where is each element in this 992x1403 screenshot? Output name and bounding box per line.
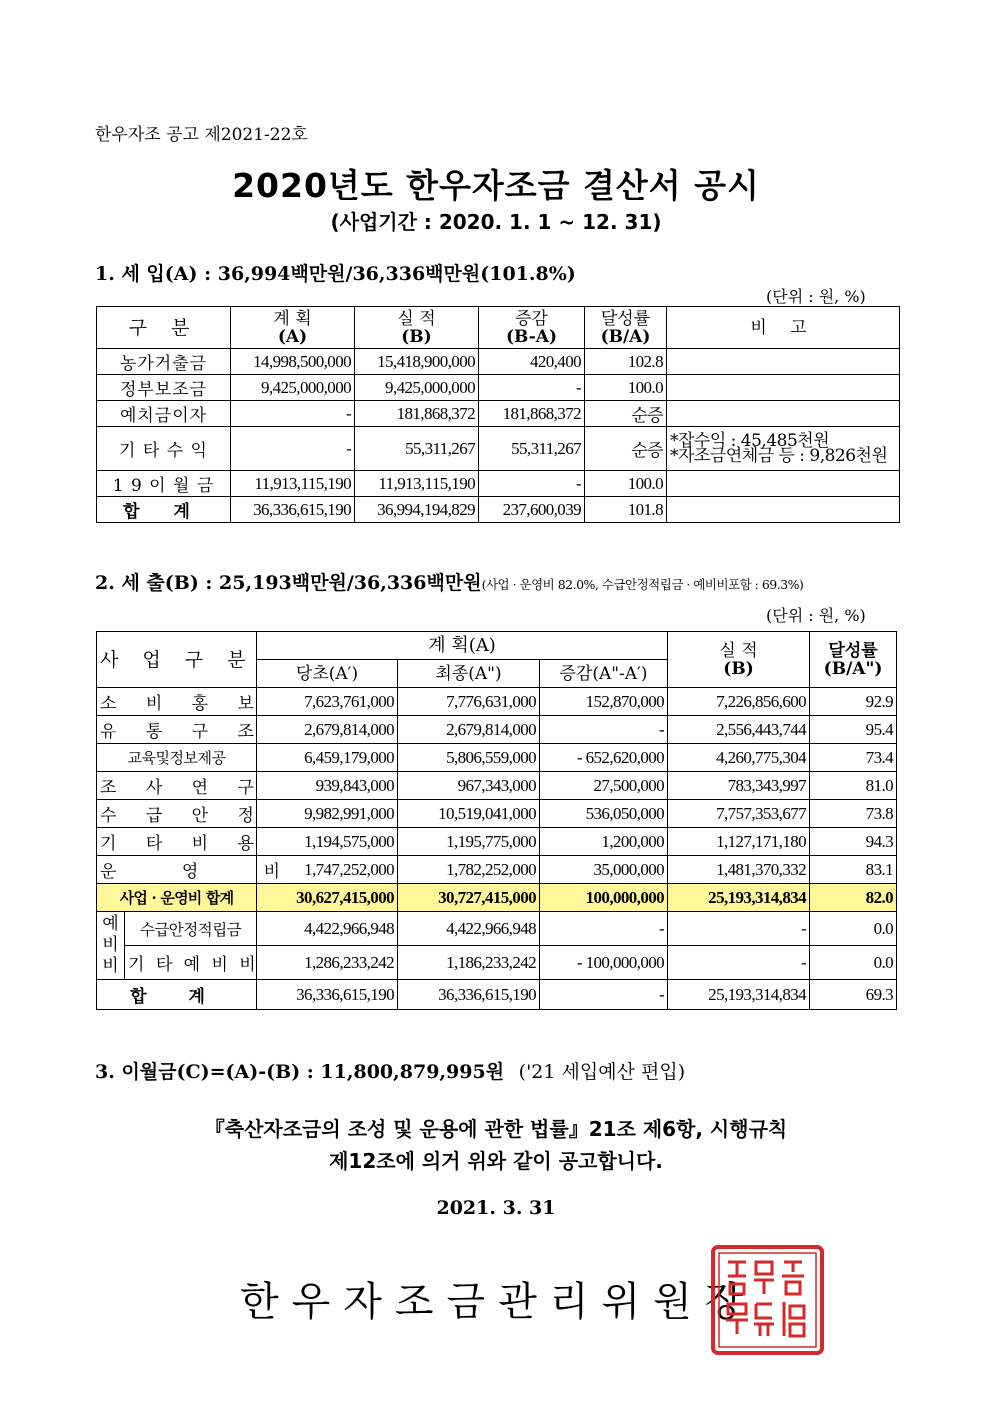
- page-title: 2020년도 한우자조금 결산서 공시: [232, 166, 760, 205]
- expense-row-value: 25,193,314,834: [668, 884, 810, 912]
- col-plan-group: 계 획(A): [257, 632, 668, 660]
- notice-date: 2021. 3. 31: [436, 1197, 556, 1219]
- expense-heading-main: 2. 세 출(B) : 25,193백만원/36,336백만원: [95, 572, 482, 594]
- revenue-row-remarks: [667, 471, 900, 497]
- carryover-note: ('21 세입예산 편입): [518, 1061, 686, 1083]
- revenue-row-value: 순증: [585, 427, 667, 471]
- revenue-row-label: 예치금이자: [97, 401, 231, 427]
- expense-row-value: -: [540, 912, 668, 946]
- expense-row-value: 81.0: [810, 772, 897, 800]
- revenue-row-value: 11,913,115,190: [231, 471, 355, 497]
- revenue-row-value: 15,418,900,000: [355, 349, 479, 375]
- expense-row-value: 7,226,856,600: [668, 688, 810, 716]
- carryover-heading: 3. 이월금(C)=(A)-(B) : 11,800,879,995원: [95, 1061, 505, 1083]
- expense-row-value: 2,679,814,000: [257, 716, 398, 744]
- revenue-row-label: 농가거출금: [97, 349, 231, 375]
- expense-row-value: 92.9: [810, 688, 897, 716]
- expense-row-value: 7,623,761,000: [257, 688, 398, 716]
- revenue-row-value: 181,868,372: [479, 401, 585, 427]
- expense-row-label: 사업 · 운영비 합계: [97, 884, 257, 912]
- expense-row-value: 7,776,631,000: [398, 688, 540, 716]
- revenue-row: [97, 349, 900, 375]
- carryover-line: [95, 1057, 685, 1084]
- expense-row-value: 30,627,415,000: [257, 884, 398, 912]
- expense-row-value: 95.4: [810, 716, 897, 744]
- revenue-row-remarks: [667, 349, 900, 375]
- expense-row-value: 4,422,966,948: [398, 912, 540, 946]
- revenue-row: [97, 427, 900, 471]
- closing-statement: [0, 1113, 992, 1177]
- revenue-unit: (단위 : 원, %): [766, 287, 866, 306]
- expense-row-value: -: [540, 980, 668, 1010]
- expense-row-label: 수급안정적립금: [125, 912, 257, 946]
- expense-row-value: 27,500,000: [540, 772, 668, 800]
- expense-row-value: - 652,620,000: [540, 744, 668, 772]
- col-plan-initial: 당초(A′): [257, 660, 398, 688]
- reserve-fund-label: 예 비 비: [97, 912, 125, 980]
- revenue-row-value: 55,311,267: [479, 427, 585, 471]
- expense-row-value: 2,679,814,000: [398, 716, 540, 744]
- revenue-row-value: 11,913,115,190: [355, 471, 479, 497]
- expense-row-value: - 100,000,000: [540, 946, 668, 980]
- expense-row-value: 73.4: [810, 744, 897, 772]
- expense-row-label: 수 급 안 정: [97, 800, 257, 828]
- expense-row-value: -: [668, 912, 810, 946]
- expense-row-value: 36,336,615,190: [257, 980, 398, 1010]
- col-rate-b: 달성률 (B/A"): [810, 632, 897, 688]
- revenue-table: [96, 306, 900, 523]
- revenue-row-value: 100.0: [585, 375, 667, 401]
- revenue-row-remarks: *잡수익 : 45,485천원 *자조금연체금 등 : 9,826천원: [667, 427, 900, 471]
- col-actual-b: 실 적 (B): [668, 632, 810, 688]
- col-remarks: 비 고: [667, 307, 900, 349]
- expense-subtotal-row: [97, 884, 897, 912]
- expense-row-label: 소 비 홍 보: [97, 688, 257, 716]
- expense-row-value: 1,200,000: [540, 828, 668, 856]
- expense-row-value: 5,806,559,000: [398, 744, 540, 772]
- revenue-row-value: 181,868,372: [355, 401, 479, 427]
- signature-title: 한우자조금관리위원장: [240, 1279, 757, 1325]
- expense-row-value: 1,195,775,000: [398, 828, 540, 856]
- expense-row-value: 939,843,000: [257, 772, 398, 800]
- expense-row-value: 73.8: [810, 800, 897, 828]
- revenue-row-value: -: [479, 375, 585, 401]
- expense-row-value: 6,459,179,000: [257, 744, 398, 772]
- expense-row-value: 35,000,000: [540, 856, 668, 884]
- closing-line-1: 『축산자조금의 조성 및 운용에 관한 법률』21조 제6항, 시행규칙: [204, 1117, 788, 1141]
- expense-row-value: 1,127,171,180: [668, 828, 810, 856]
- expense-row-label: 운 영 비: [97, 856, 257, 884]
- expense-row: [97, 716, 897, 744]
- expense-row-value: 7,757,353,677: [668, 800, 810, 828]
- expense-row-value: -: [668, 946, 810, 980]
- expense-row-label: 기 타 비 용: [97, 828, 257, 856]
- expense-row-value: 4,422,966,948: [257, 912, 398, 946]
- expense-row: [97, 800, 897, 828]
- expense-row-value: 100,000,000: [540, 884, 668, 912]
- revenue-row-remarks: [667, 497, 900, 523]
- expense-row: [97, 772, 897, 800]
- expense-row: [97, 688, 897, 716]
- revenue-total-row: [97, 497, 900, 523]
- expense-row-value: 1,286,233,242: [257, 946, 398, 980]
- revenue-row-value: 55,311,267: [355, 427, 479, 471]
- revenue-row-value: 36,336,615,190: [231, 497, 355, 523]
- expense-row-value: 9,982,991,000: [257, 800, 398, 828]
- revenue-row-value: 순증: [585, 401, 667, 427]
- col-actual: 실 적 (B): [355, 307, 479, 349]
- expense-total-row: [97, 980, 897, 1010]
- col-actual-label: 실 적: [719, 640, 758, 661]
- revenue-row: [97, 375, 900, 401]
- expense-row-value: 0.0: [810, 912, 897, 946]
- closing-line-2: 제12조에 의거 위와 같이 공고합니다.: [329, 1149, 663, 1173]
- expense-row: [97, 828, 897, 856]
- expense-row-value: 1,186,233,242: [398, 946, 540, 980]
- expense-row-value: 4,260,775,304: [668, 744, 810, 772]
- expense-row-label: 교육및정보제공: [97, 744, 257, 772]
- expense-unit: (단위 : 원, %): [766, 606, 866, 625]
- col-plan-label: 계 획: [273, 308, 312, 329]
- official-seal-icon: [710, 1244, 825, 1356]
- col-rate: 달성률 (B/A): [585, 307, 667, 349]
- revenue-row-label: 합 계: [97, 497, 231, 523]
- reserve-row: [97, 946, 897, 980]
- expense-row-value: -: [540, 716, 668, 744]
- revenue-row-value: 420,400: [479, 349, 585, 375]
- revenue-row-value: 101.8: [585, 497, 667, 523]
- expense-row-label: 조 사 연 구: [97, 772, 257, 800]
- revenue-header-row: [97, 307, 900, 349]
- revenue-row-value: 102.8: [585, 349, 667, 375]
- revenue-row-value: -: [479, 471, 585, 497]
- expense-row: [97, 744, 897, 772]
- notice-number: 한우자조 공고 제2021-22호: [95, 125, 308, 145]
- col-category: 구 분: [97, 307, 231, 349]
- revenue-row-value: -: [231, 427, 355, 471]
- expense-row-value: 69.3: [810, 980, 897, 1010]
- business-period: (사업기간 : 2020. 1. 1 ~ 12. 31): [330, 210, 662, 234]
- expense-row-value: 1,194,575,000: [257, 828, 398, 856]
- expense-row-value: 0.0: [810, 946, 897, 980]
- expense-row-value: 82.0: [810, 884, 897, 912]
- revenue-row-label: 기 타 수 익: [97, 427, 231, 471]
- expense-heading: [95, 568, 803, 595]
- revenue-row-value: 9,425,000,000: [355, 375, 479, 401]
- expense-row-value: 2,556,443,744: [668, 716, 810, 744]
- expense-row-label: 합 계: [97, 980, 257, 1010]
- revenue-row-value: 100.0: [585, 471, 667, 497]
- revenue-heading: 1. 세 입(A) : 36,994백만원/36,336백만원(101.8%): [95, 263, 576, 285]
- revenue-row-value: 237,600,039: [479, 497, 585, 523]
- col-business-category: 사 업 구 분: [97, 632, 257, 688]
- expense-row-value: 10,519,041,000: [398, 800, 540, 828]
- expense-row-value: 36,336,615,190: [398, 980, 540, 1010]
- revenue-row-value: 36,994,194,829: [355, 497, 479, 523]
- expense-row-value: 1,747,252,000: [257, 856, 398, 884]
- revenue-row-label: 정부보조금: [97, 375, 231, 401]
- revenue-row-remarks: [667, 375, 900, 401]
- col-change: 증감 (B-A): [479, 307, 585, 349]
- expense-row-value: 1,481,370,332: [668, 856, 810, 884]
- revenue-row-value: 9,425,000,000: [231, 375, 355, 401]
- col-plan-final: 최종(A"): [398, 660, 540, 688]
- expense-row-value: 25,193,314,834: [668, 980, 810, 1010]
- expense-row-value: 536,050,000: [540, 800, 668, 828]
- expense-row-label: 기 타 예 비 비: [125, 946, 257, 980]
- expense-row-label: 유 통 구 조: [97, 716, 257, 744]
- expense-row-value: 94.3: [810, 828, 897, 856]
- revenue-row-value: -: [231, 401, 355, 427]
- expense-row-value: 30,727,415,000: [398, 884, 540, 912]
- expense-row-value: 1,782,252,000: [398, 856, 540, 884]
- expense-row-value: 152,870,000: [540, 688, 668, 716]
- col-plan: 계 획 (A): [231, 307, 355, 349]
- expense-row-value: 783,343,997: [668, 772, 810, 800]
- expense-header-row-1: [97, 632, 897, 660]
- expense-heading-note: (사업 · 운영비 82.0%, 수급안정적립금 · 예비비포함 : 69.3%): [481, 577, 804, 592]
- reserve-row: [97, 912, 897, 946]
- revenue-row: [97, 401, 900, 427]
- expense-row: [97, 856, 897, 884]
- expense-table: [96, 631, 897, 1010]
- revenue-row-value: 14,998,500,000: [231, 349, 355, 375]
- expense-row-value: 83.1: [810, 856, 897, 884]
- revenue-row-remarks: [667, 401, 900, 427]
- col-plan-change: 증감(A"-A′): [540, 660, 668, 688]
- expense-row-value: 967,343,000: [398, 772, 540, 800]
- revenue-row-label: 1 9 이 월 금: [97, 471, 231, 497]
- revenue-row: [97, 471, 900, 497]
